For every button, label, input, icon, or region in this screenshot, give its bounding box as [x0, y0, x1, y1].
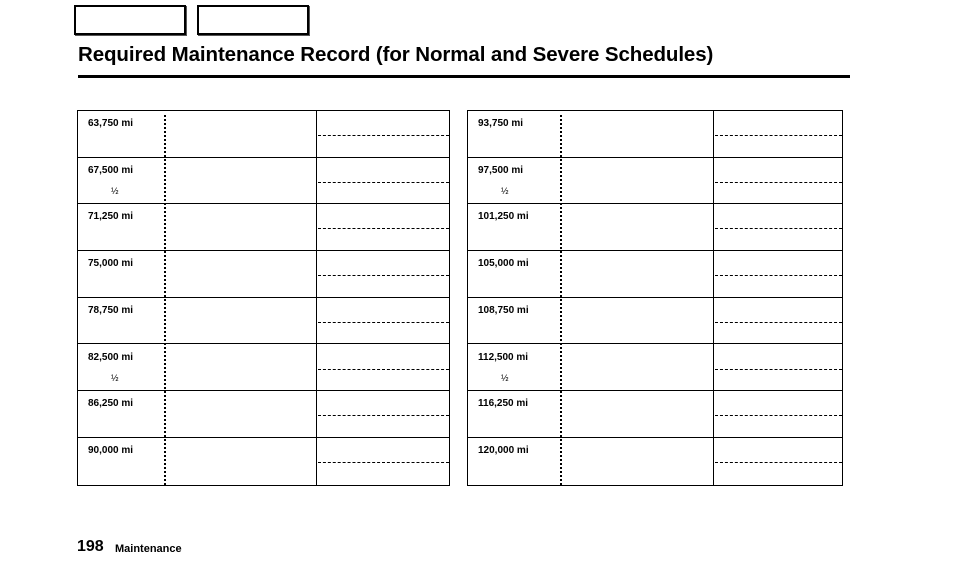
mileage-label: 78,750 mi — [88, 304, 134, 316]
mileage-label: 101,250 mi — [478, 211, 529, 223]
half-mark: ½ — [111, 372, 119, 383]
row-dotted-divider — [318, 228, 449, 229]
half-mark: ½ — [501, 372, 509, 383]
mileage-label: 108,750 mi — [478, 304, 529, 316]
row-dotted-divider — [318, 322, 449, 323]
half-mark: ½ — [501, 185, 509, 196]
row-dotted-divider — [318, 275, 449, 276]
mileage-label: 112,500 mi — [478, 351, 529, 363]
row-dotted-divider — [715, 415, 842, 416]
mileage-label: 97,500 mi — [478, 164, 524, 176]
record-row — [78, 298, 449, 345]
row-dotted-divider — [715, 369, 842, 370]
half-mark: ½ — [111, 185, 119, 196]
record-row — [468, 158, 842, 205]
row-dotted-divider — [318, 415, 449, 416]
row-dotted-divider — [318, 135, 449, 136]
record-row — [468, 438, 842, 485]
record-row — [78, 111, 449, 158]
mileage-label: 90,000 mi — [88, 444, 134, 456]
record-row — [78, 158, 449, 205]
row-dotted-divider — [318, 462, 449, 463]
header-tab-box-1 — [74, 5, 186, 35]
row-dotted-divider — [318, 182, 449, 183]
mileage-label: 67,500 mi — [88, 164, 134, 176]
mileage-label: 63,750 mi — [88, 118, 134, 129]
mileage-label: 75,000 mi — [88, 258, 134, 270]
record-row — [468, 345, 842, 392]
row-dotted-divider — [715, 228, 842, 229]
mileage-label: 71,250 mi — [88, 211, 134, 223]
header-tab-box-2 — [197, 5, 309, 35]
page-number: 198 — [77, 538, 104, 555]
record-row — [78, 438, 449, 485]
page-title: Required Maintenance Record (for Normal and Severe Schedules) — [78, 43, 714, 66]
mileage-label: 120,000 mi — [478, 444, 529, 456]
footer-section-label: Maintenance — [115, 543, 182, 555]
maintenance-record-table-right — [467, 110, 843, 486]
mileage-label: 116,250 mi — [478, 398, 529, 410]
record-row — [78, 345, 449, 392]
mileage-label: 82,500 mi — [88, 351, 134, 363]
record-row — [78, 251, 449, 298]
mileage-label: 86,250 mi — [88, 398, 134, 410]
title-rule — [78, 75, 850, 78]
row-dotted-divider — [715, 135, 842, 136]
row-dotted-divider — [715, 182, 842, 183]
record-row — [78, 391, 449, 438]
row-dotted-divider — [715, 275, 842, 276]
record-row — [468, 298, 842, 345]
mileage-label: 93,750 mi — [478, 118, 524, 129]
record-row — [78, 204, 449, 251]
row-dotted-divider — [715, 462, 842, 463]
record-row — [468, 111, 842, 158]
maintenance-record-table-left — [77, 110, 450, 486]
mileage-label: 105,000 mi — [478, 258, 529, 270]
record-row — [468, 391, 842, 438]
record-row — [468, 204, 842, 251]
record-row — [468, 251, 842, 298]
row-dotted-divider — [318, 369, 449, 370]
row-dotted-divider — [715, 322, 842, 323]
